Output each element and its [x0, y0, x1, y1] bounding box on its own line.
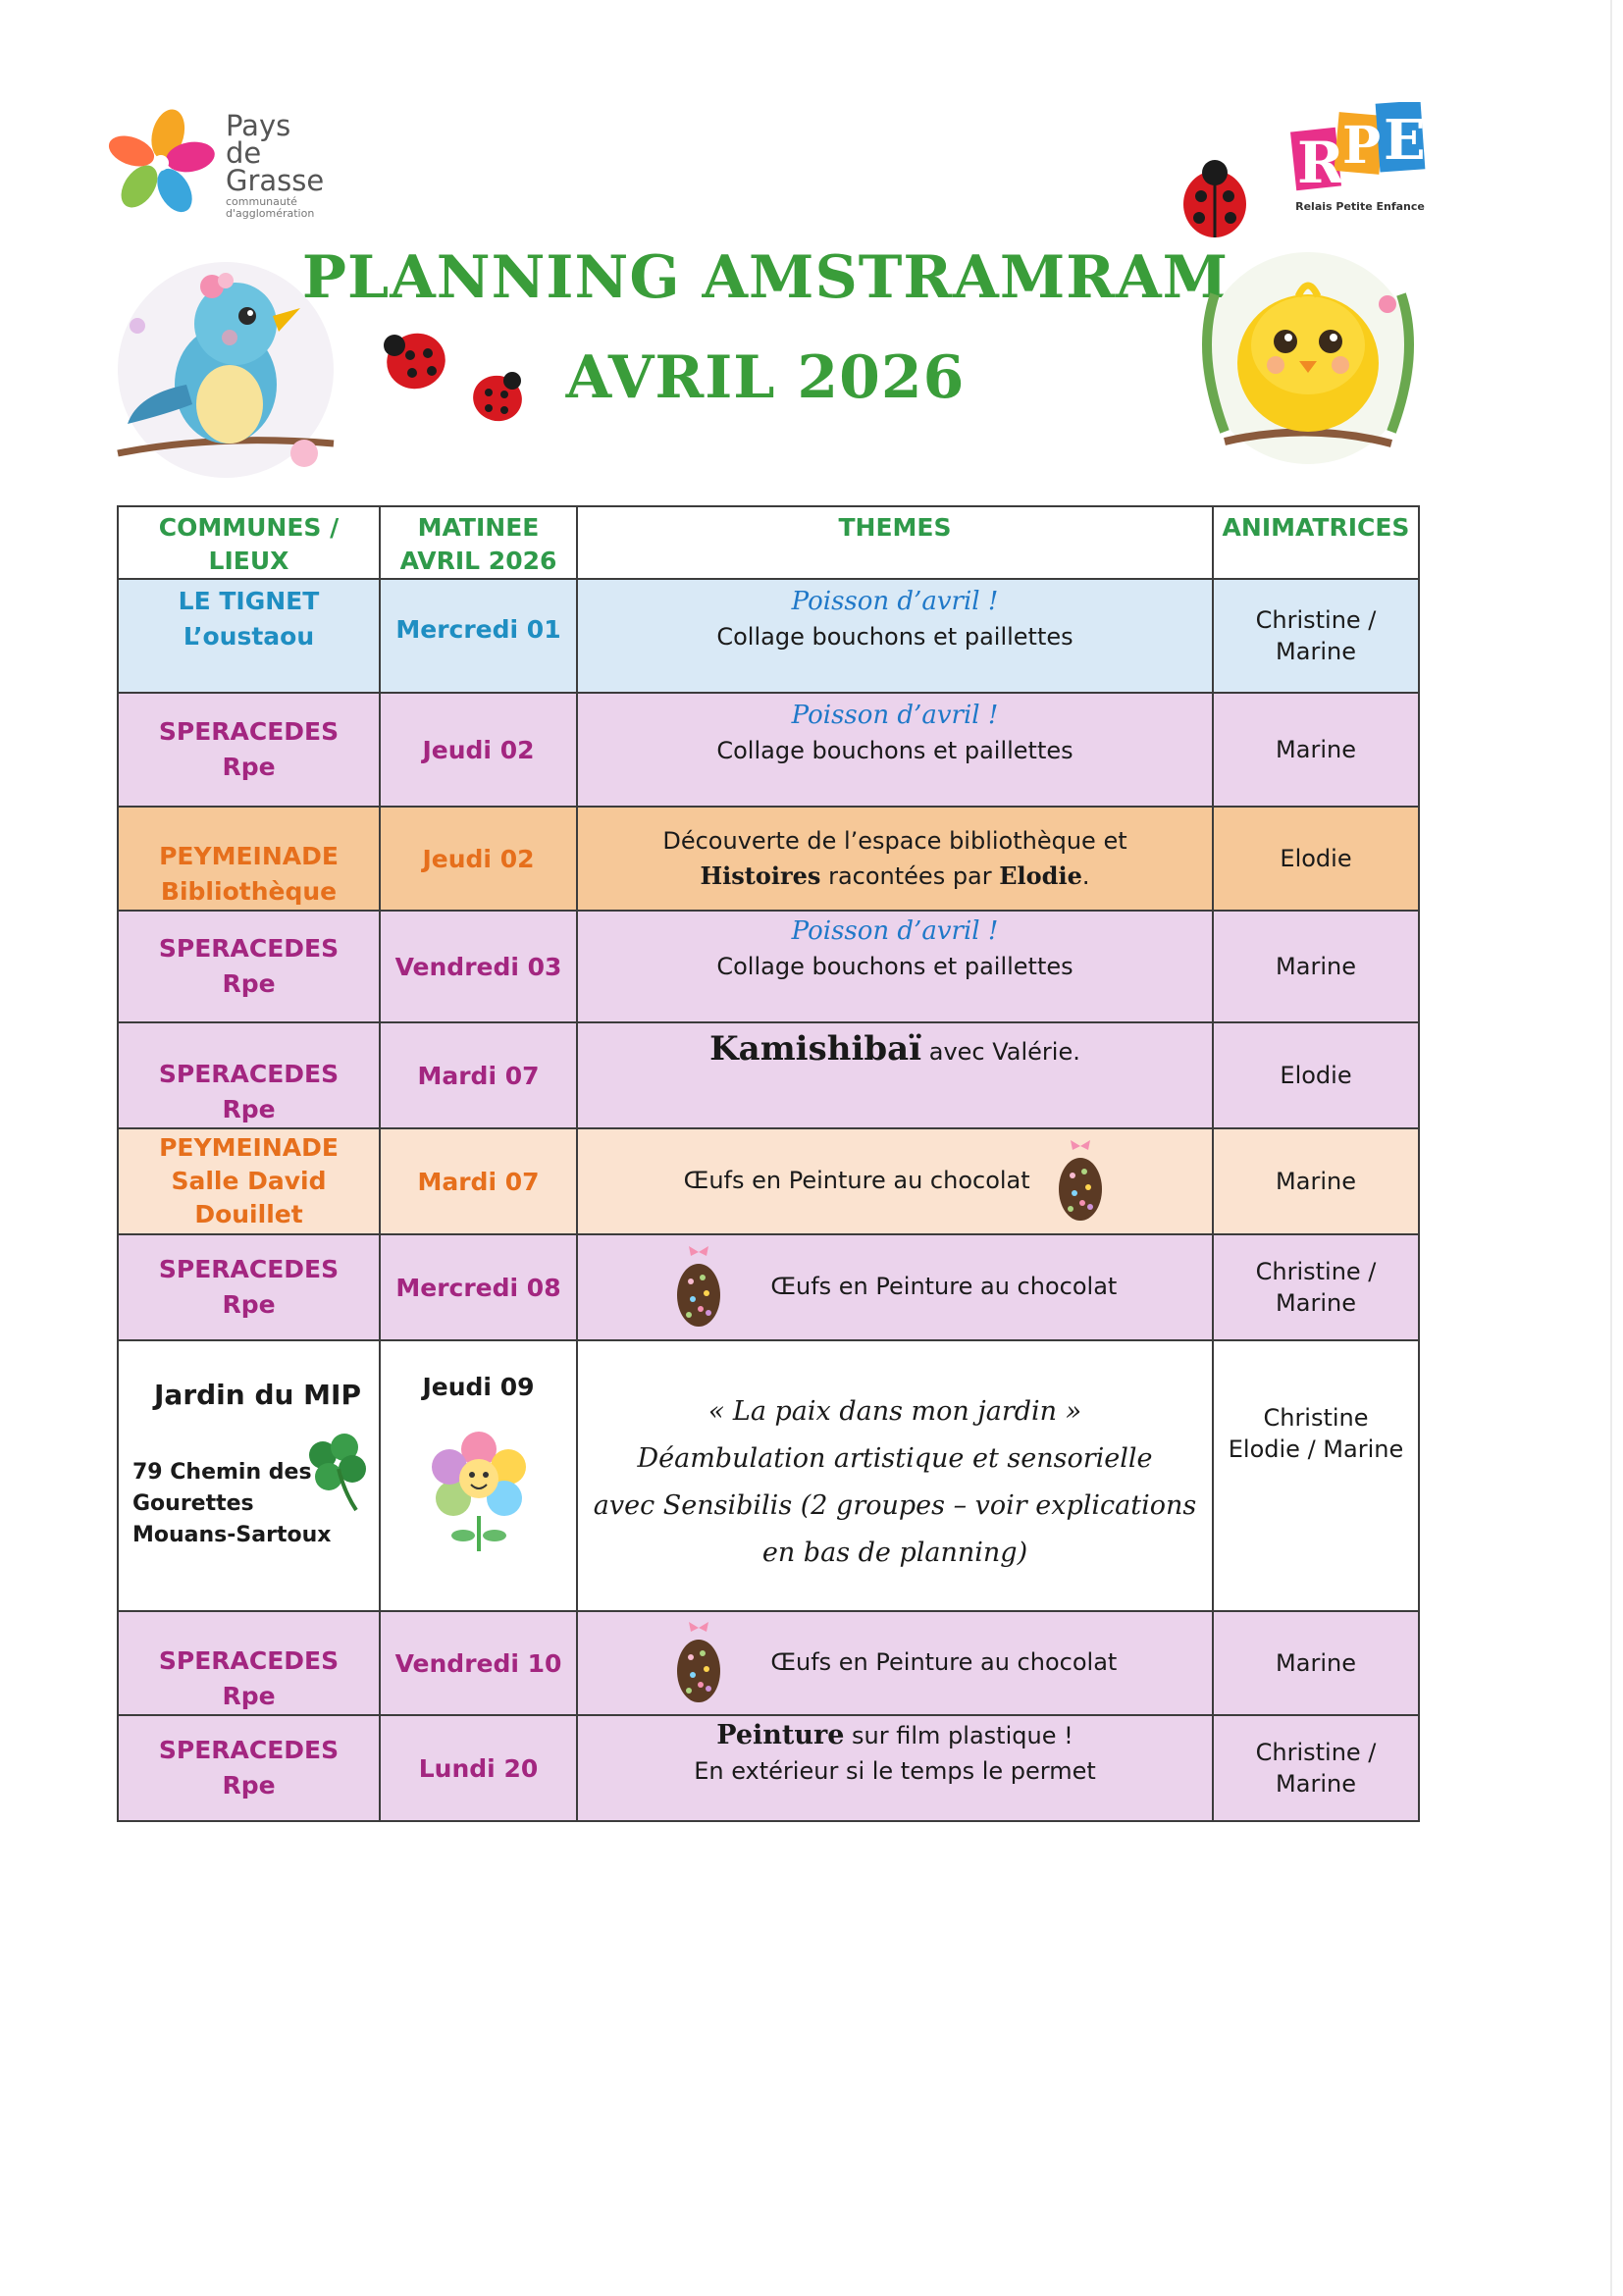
- flower-logo-icon: [106, 106, 216, 216]
- table-row: [118, 1715, 1419, 1821]
- theme-line3: avec Sensibilis (2 groupes – voir explications: [593, 1490, 1197, 1521]
- date-label: Jeudi 09: [422, 1373, 535, 1401]
- theme-line1: [578, 1718, 1212, 1753]
- page-edge-line: [1610, 0, 1612, 2296]
- lieu-place: Bibliothèque: [160, 877, 338, 906]
- cell-date: Jeudi 02: [380, 693, 577, 807]
- easter-egg-icon: [673, 1244, 724, 1331]
- cell-animatrices: [1213, 579, 1419, 693]
- mip-block: [119, 1341, 379, 1608]
- header-themes: THEMES: [577, 506, 1213, 579]
- cell-date: [380, 1340, 577, 1611]
- lieu-place: Salle David: [171, 1167, 327, 1195]
- animatrice-1: Christine: [1263, 1404, 1369, 1432]
- theme-line1: Découverte de l’espace bibliothèque et: [662, 827, 1127, 855]
- animatrice-1: Marine: [1276, 1649, 1356, 1677]
- theme-text: avec Valérie.: [921, 1038, 1080, 1066]
- animatrice-1: Elodie: [1280, 1062, 1352, 1089]
- cell-lieu: [118, 1715, 380, 1821]
- cell-lieu: [118, 579, 380, 693]
- cell-animatrices: [1213, 1611, 1419, 1715]
- planning-table: [117, 505, 1420, 1822]
- cell-animatrices: [1213, 911, 1419, 1022]
- table-row: [118, 807, 1419, 911]
- rpe-logo: [1287, 102, 1433, 222]
- cell-animatrices: [1213, 1022, 1419, 1128]
- animatrice-2: Elodie / Marine: [1228, 1435, 1404, 1463]
- logo-line2: de: [226, 136, 262, 170]
- lieu-place-2: Douillet: [194, 1200, 303, 1228]
- cell-lieu: [118, 807, 380, 911]
- lieu-place: Rpe: [222, 1682, 276, 1710]
- rpe-letter-e: E: [1384, 108, 1426, 173]
- theme-word-kamishibai: Kamishibaï: [709, 1029, 922, 1069]
- theme-line2: Déambulation artistique et sensorielle: [637, 1443, 1153, 1474]
- ladybug-icon: [379, 322, 453, 392]
- cell-animatrices: [1213, 1715, 1419, 1821]
- cell-animatrices: [1213, 807, 1419, 911]
- cell-date: Mercredi 08: [380, 1234, 577, 1340]
- chick-illustration: [1185, 235, 1431, 481]
- rpe-letter-p: P: [1342, 116, 1382, 176]
- logo-line3: Grasse: [226, 164, 325, 197]
- lieu-commune: PEYMEINADE: [159, 1133, 339, 1162]
- cell-animatrices: [1213, 1234, 1419, 1340]
- lieu-place: Rpe: [222, 1771, 276, 1800]
- theme-title: Poisson d’avril !: [791, 916, 999, 946]
- rpe-subtitle: Relais Petite Enfance: [1295, 200, 1425, 213]
- theme-period: .: [1081, 862, 1090, 890]
- pays-de-grasse-logo: [106, 106, 351, 224]
- rpe-letter-r: R: [1297, 130, 1345, 196]
- cell-theme: [577, 1022, 1213, 1128]
- animatrice-2: Marine: [1276, 1289, 1356, 1317]
- theme-line2: [578, 859, 1212, 894]
- theme-text: racontées par: [820, 862, 1000, 890]
- address-line2: Gourettes: [132, 1491, 254, 1516]
- logo-line1: Pays: [226, 109, 291, 142]
- animatrice-1: Christine /: [1255, 1739, 1377, 1766]
- cell-date: Vendredi 03: [380, 911, 577, 1022]
- cell-theme: [577, 1340, 1213, 1611]
- header-lieux: COMMUNES / LIEUX: [118, 506, 380, 579]
- cell-lieu: [118, 1128, 380, 1234]
- theme-desc: Collage bouchons et paillettes: [716, 953, 1073, 980]
- cell-theme: [577, 1611, 1213, 1715]
- theme-desc: Œufs en Peinture au chocolat: [770, 1648, 1118, 1676]
- cell-date: Lundi 20: [380, 1715, 577, 1821]
- lieu-place: L’oustaou: [183, 622, 315, 651]
- theme-desc: Collage bouchons et paillettes: [716, 623, 1073, 651]
- easter-egg-icon: [1055, 1138, 1106, 1225]
- theme-word-peinture: Peinture: [716, 1720, 845, 1750]
- lieu-commune: PEYMEINADE: [159, 842, 339, 870]
- theme-desc: Collage bouchons et paillettes: [716, 737, 1073, 764]
- ladybug-icon: [1176, 153, 1254, 241]
- page-subtitle-month: AVRIL 2026: [565, 343, 966, 412]
- animatrice-1: Marine: [1276, 953, 1356, 980]
- animatrice-1: Marine: [1276, 1168, 1356, 1195]
- theme-desc: Œufs en Peinture au chocolat: [683, 1167, 1030, 1194]
- cell-theme: [577, 807, 1213, 911]
- logo-subtitle: communauté d'agglomération: [226, 195, 315, 220]
- cell-theme: [577, 1234, 1213, 1340]
- lieu-commune: SPERACEDES: [158, 934, 340, 963]
- cell-date: Jeudi 02: [380, 807, 577, 911]
- table-row: [118, 911, 1419, 1022]
- animatrice-2: Marine: [1276, 638, 1356, 665]
- animatrice-1: Marine: [1276, 736, 1356, 763]
- table-row: [118, 1128, 1419, 1234]
- cell-date: Mercredi 01: [380, 579, 577, 693]
- animatrice-1: Elodie: [1280, 845, 1352, 872]
- cell-theme: [577, 579, 1213, 693]
- cell-lieu: [118, 1340, 380, 1611]
- ladybug-icon: [467, 367, 528, 424]
- animatrice-1: Christine /: [1255, 606, 1377, 634]
- cell-animatrices: [1213, 1340, 1419, 1611]
- lieu-commune: SPERACEDES: [158, 717, 340, 746]
- theme-desc: Œufs en Peinture au chocolat: [770, 1273, 1118, 1300]
- bird-illustration: [98, 247, 353, 493]
- cell-lieu: [118, 693, 380, 807]
- theme-line2: En extérieur si le temps le permet: [694, 1757, 1096, 1785]
- lieu-commune: LE TIGNET: [178, 587, 320, 615]
- lieu-place: Rpe: [222, 969, 276, 998]
- page-title: PLANNING AMSTRAMRAM: [301, 243, 1230, 312]
- cell-lieu: [118, 1234, 380, 1340]
- cell-lieu: [118, 911, 380, 1022]
- table-header-row: [118, 506, 1419, 579]
- cell-theme: [577, 911, 1213, 1022]
- lieu-commune: SPERACEDES: [158, 1060, 340, 1088]
- smiling-flower-icon: [428, 1428, 530, 1555]
- theme-word-histoires: Histoires: [700, 861, 821, 890]
- header-animatrices: ANIMATRICES: [1213, 506, 1419, 579]
- animatrice-2: Marine: [1276, 1770, 1356, 1798]
- date-block: [381, 1341, 576, 1608]
- lieu-place: Rpe: [222, 753, 276, 781]
- address-line1: 79 Chemin des: [132, 1460, 312, 1485]
- lieu-commune: SPERACEDES: [158, 1255, 340, 1283]
- table-row: [118, 1022, 1419, 1128]
- theme-word-elodie: Elodie: [999, 861, 1082, 890]
- logo-text: [226, 109, 325, 197]
- table-row: [118, 1234, 1419, 1340]
- header-matinee: MATINEE AVRIL 2026: [380, 506, 577, 579]
- lieu-place: Rpe: [222, 1290, 276, 1319]
- cell-lieu: [118, 1611, 380, 1715]
- clover-icon: [301, 1432, 376, 1514]
- lieu-commune: SPERACEDES: [158, 1736, 340, 1764]
- cell-theme: [577, 1715, 1213, 1821]
- cell-lieu: [118, 1022, 380, 1128]
- animatrice-1: Christine /: [1255, 1258, 1377, 1285]
- cell-animatrices: [1213, 1128, 1419, 1234]
- cell-date: Mardi 07: [380, 1128, 577, 1234]
- table-row: [118, 1340, 1419, 1611]
- easter-egg-icon: [673, 1620, 724, 1706]
- theme-text: sur film plastique !: [844, 1722, 1073, 1749]
- cell-animatrices: [1213, 693, 1419, 807]
- theme-title: Poisson d’avril !: [791, 587, 999, 616]
- lieu-place: Rpe: [222, 1095, 276, 1123]
- cell-theme: [577, 693, 1213, 807]
- cell-theme: [577, 1128, 1213, 1234]
- rpe-logo-letters: [1287, 102, 1433, 200]
- table-row: [118, 579, 1419, 693]
- cell-date: Mardi 07: [380, 1022, 577, 1128]
- theme-line1: « La paix dans mon jardin »: [707, 1396, 1082, 1427]
- table-row: [118, 693, 1419, 807]
- lieu-commune: SPERACEDES: [158, 1646, 340, 1675]
- cell-date: Vendredi 10: [380, 1611, 577, 1715]
- theme-title: Poisson d’avril !: [791, 701, 999, 730]
- lieu-commune: Jardin du MIP: [154, 1379, 361, 1411]
- address-line3: Mouans-Sartoux: [132, 1523, 332, 1547]
- theme-line4: en bas de planning): [761, 1538, 1028, 1568]
- table-row: [118, 1611, 1419, 1715]
